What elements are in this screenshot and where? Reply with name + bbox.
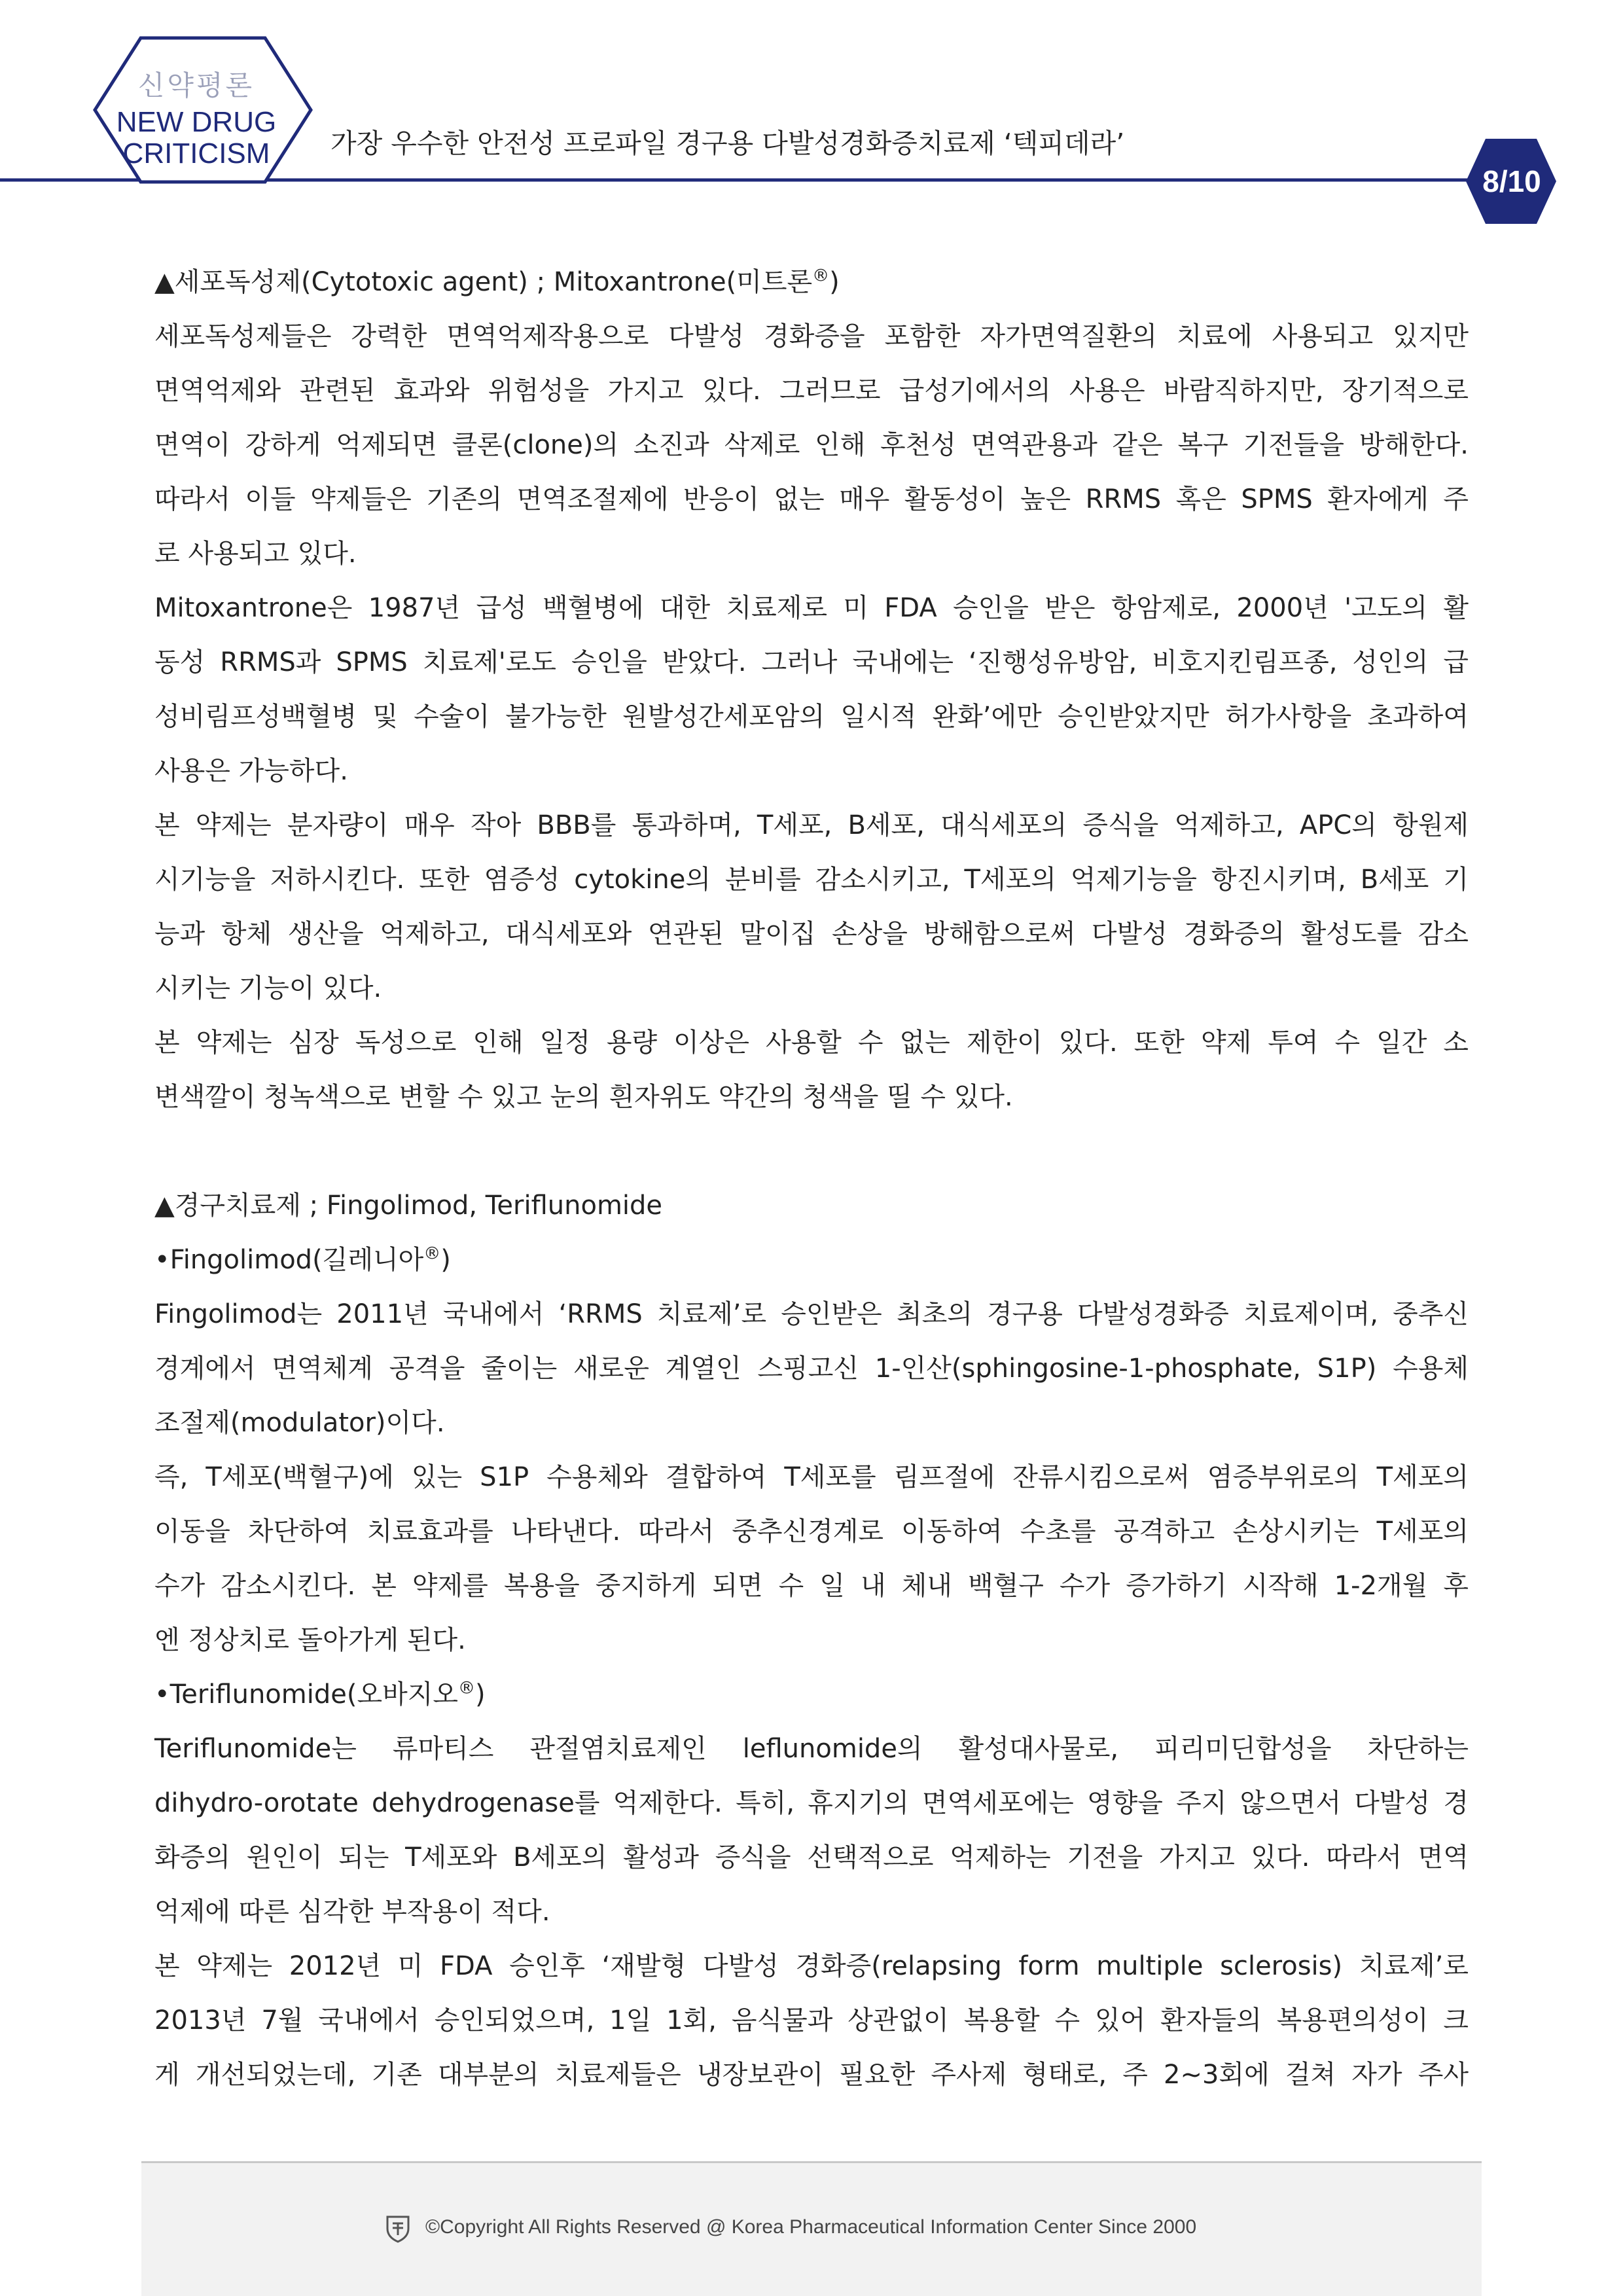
text-line [154,1668,1469,1722]
article-body [154,255,1469,2102]
text-line [154,1016,1469,1070]
page-number-badge [1469,137,1554,226]
logo-english-line1: NEW DRUG [116,106,277,138]
line-text: 수가 감소시킨다. 본 약제를 복용을 중지하게 되면 수 일 내 체내 백혈구 수가 증가하기 시작해 1-2개월 후 [154,1571,1469,1601]
line-text: 게 개선되었는데, 기존 대부분의 치료제들은 냉장보관이 필요한 주사제 형태로, 주 2~3회에 걸쳐 자가 주사 [154,2060,1469,2090]
line-text: 화증의 원인이 되는 T세포와 B세포의 활성과 증식을 선택적으로 억제하는 기전을 가지고 있다. 따라서 면역 [154,1842,1469,1873]
line-text: 경계에서 면역체계 공격을 줄이는 새로운 계열인 스핑고신 1-인산(sphingosine-1-phosphate, S1P) 수용체 [154,1354,1469,1384]
text-line [154,744,1469,798]
text-line [154,1287,1469,1342]
text-line [154,527,1469,581]
text-line [154,961,1469,1016]
registered-mark: ® [812,266,830,286]
text-line [154,1994,1469,2048]
text-line [154,1831,1469,1885]
logo-korean: 신약평론 [137,70,255,101]
registered-mark: ® [458,1678,476,1698]
text-line [154,1776,1469,1831]
line-text: •Teriflunomide(오바지오 [154,1679,459,1710]
line-text: 변색깔이 청녹색으로 변할 수 있고 눈의 흰자위도 약간의 청색을 띨 수 있다. [154,1082,1013,1112]
line-text: 면역억제와 관련된 효과와 위험성을 가지고 있다. 그러므로 급성기에서의 사용은 바람직하지만, 장기적으로 [154,376,1469,406]
line-text: 2013년 7월 국내에서 승인되었으며, 1일 1회, 음식물과 상관없이 복용할 수 있어 환자들의 복용편의성이 크 [154,2005,1469,2036]
line-text: 본 약제는 2012년 미 FDA 승인후 ‘재발형 다발성 경화증(relapsing form multiple sclerosis) 치료제’로 [154,1951,1469,1981]
text-line [154,798,1469,853]
line-text: 시기능을 저하시킨다. 또한 염증성 cytokine의 분비를 감소시키고, T세포의 억제기능을 항진시키며, B세포 기 [154,865,1469,895]
page-number: 8/10 [1482,164,1541,198]
text-line [154,1885,1469,1939]
line-text: 본 약제는 심장 독성으로 인해 일정 용량 이상은 사용할 수 없는 제한이 있다. 또한 약제 투여 수 일간 소 [154,1028,1469,1058]
text-line [154,1559,1469,1613]
line-text: 로 사용되고 있다. [154,539,357,569]
line-text: Fingolimod는 2011년 국내에서 ‘RRMS 치료제’로 승인받은 최초의 경구용 다발성경화증 치료제이며, 중추신 [154,1299,1469,1329]
text-line [154,364,1469,418]
line-text: 시키는 기능이 있다. [154,973,382,1003]
line-text: dihydro-orotate dehydrogenase를 억제한다. 특히, 휴지기의 면역세포에는 영향을 주지 않으면서 다발성 경 [154,1788,1469,1818]
text-line [154,1722,1469,1776]
text-line [154,310,1469,364]
page-title: 가장 우수한 안전성 프로파일 경구용 다발성경화증치료제 ‘텍피데라’ [330,128,1125,159]
line-text: 본 약제는 분자량이 매우 작아 BBB를 통과하며, T세포, B세포, 대식세포의 증식을 억제하고, APC의 항원제 [154,810,1469,840]
line-text: 동성 RRMS과 SPMS 치료제'로도 승인을 받았다. 그러나 국내에는 ‘진행성유방암, 비호지킨림프종, 성인의 급 [154,647,1469,677]
line-text-suffix: ) [829,267,840,297]
text-line [154,1396,1469,1450]
text-line [154,581,1469,636]
line-text-suffix: ) [440,1245,451,1275]
blank-line [154,1124,1469,1179]
line-text: 이동을 차단하여 치료효과를 나타낸다. 따라서 중추신경계로 이동하여 수초를 공격하고 손상시키는 T세포의 [154,1516,1469,1547]
line-text: 조절제(modulator)이다. [154,1408,445,1438]
copyright-text: ©Copyright All Rights Reserved @ Korea Pharmaceutical Information Center Since 2000 [425,2216,1197,2238]
text-line [154,853,1469,907]
line-text: Mitoxantrone은 1987년 급성 백혈병에 대한 치료제로 미 FDA 승인을 받은 항암제로, 2000년 '고도의 활 [154,593,1469,623]
line-text: 따라서 이들 약제들은 기존의 면역조절제에 반응이 없는 매우 활동성이 높은 RRMS 혹은 SPMS 환자에게 주 [154,484,1469,514]
line-text: 면역이 강하게 억제되면 클론(clone)의 소진과 삭제로 인해 후천성 면역관용과 같은 복구 기전들을 방해한다. [154,430,1469,460]
text-line [154,473,1469,527]
line-text: Teriflunomide는 류마티스 관절염치료제인 leflunomide의 활성대사물로, 피리미딘합성을 차단하는 [154,1734,1469,1764]
text-line [154,2048,1469,2102]
line-text: ▲경구치료제 ; Fingolimod, Teriflunomide [154,1191,663,1221]
text-line [154,1342,1469,1396]
shield-crest-icon [385,2214,411,2243]
text-line [154,1613,1469,1668]
line-text: 능과 항체 생산을 억제하고, 대식세포와 연관된 말이집 손상을 방해함으로써 다발성 경화증의 활성도를 감소 [154,919,1469,949]
text-line [154,690,1469,744]
line-text: ▲세포독성제(Cytotoxic agent) ; Mitoxantrone(미트론 [154,267,813,297]
line-text: 성비림프성백혈병 및 수술이 불가능한 원발성간세포암의 일시적 완화’에만 승인받았지만 허가사항을 초과하여 [154,702,1469,732]
text-line [154,636,1469,690]
text-line [154,1939,1469,1994]
text-line [154,1233,1469,1287]
logo-english-line2: CRITICISM [122,137,270,170]
line-text-suffix: ) [475,1679,486,1710]
text-line [154,1070,1469,1124]
logo [79,33,314,190]
text-line [154,418,1469,473]
line-text: 엔 정상치로 돌아가게 된다. [154,1625,466,1655]
text-line [154,907,1469,961]
text-line [154,1505,1469,1559]
line-text: •Fingolimod(길레니아 [154,1245,424,1275]
registered-mark: ® [423,1244,441,1264]
text-line [154,1450,1469,1505]
line-text: 억제에 따른 심각한 부작용이 적다. [154,1897,550,1927]
line-text: 세포독성제들은 강력한 면역억제작용으로 다발성 경화증을 포함한 자가면역질환의 치료에 사용되고 있지만 [154,321,1469,351]
line-text: 즉, T세포(백혈구)에 있는 S1P 수용체와 결합하여 T세포를 림프절에 잔류시킴으로써 염증부위로의 T세포의 [154,1462,1469,1492]
line-text: 사용은 가능하다. [154,756,348,786]
text-line [154,1179,1469,1233]
text-line [154,255,1469,310]
